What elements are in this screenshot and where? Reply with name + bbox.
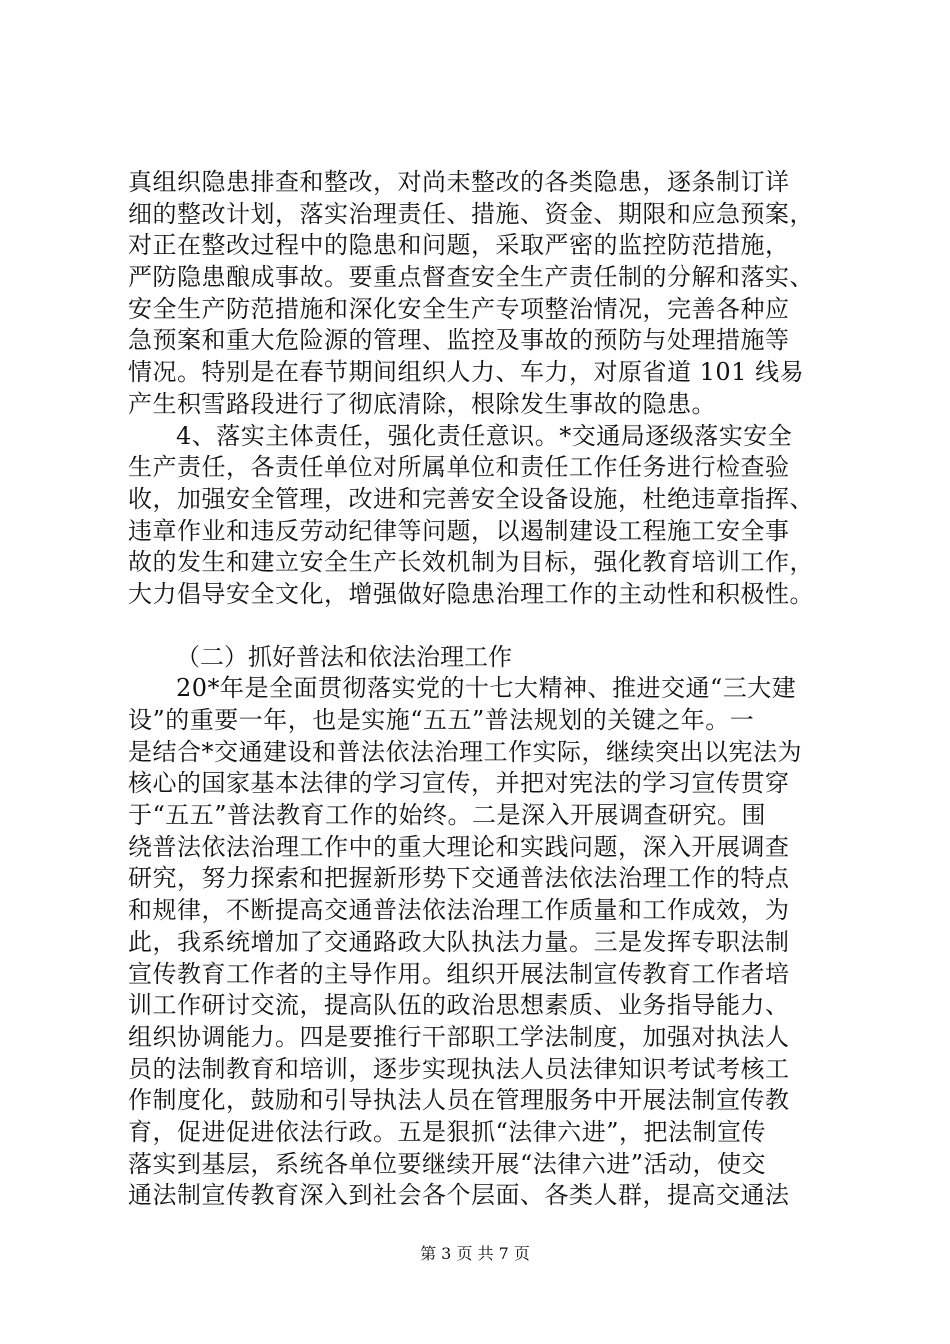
paragraph-main-responsibility xyxy=(128,421,828,611)
text-line: 细的整改计划，落实治理责任、措施、资金、期限和应急预案， xyxy=(128,199,814,228)
text-line: 育，促进促进依法行政。五是狠抓“法律六进”，把法制宣传 xyxy=(128,1117,767,1146)
text-line: 和规律，不断提高交通普法依法治理工作质量和工作成效，为 xyxy=(128,896,790,925)
text-line: 真组织隐患排查和整改，对尚未整改的各类隐患，逐条制订详 xyxy=(128,168,790,196)
text-line: 员的法制教育和培训，逐步实现执法人员法律知识考试考核工 xyxy=(128,1054,790,1083)
text-line: 产生积雪路段进行了彻底清除，根除发生事故的隐患。 xyxy=(128,389,716,418)
paragraph-legal-education xyxy=(128,673,828,1212)
text-line: 作制度化，鼓励和引导执法人员在管理服务中开展法制宣传教 xyxy=(128,1086,790,1115)
text-line: 4、落实主体责任，强化责任意识。*交通局逐级落实安全 xyxy=(176,421,793,450)
text-line: 设”的重要一年，也是实施“五五”普法规划的关键之年。一 xyxy=(128,706,755,734)
text-line: 此，我系统增加了交通路政大队执法力量。三是发挥专职法制 xyxy=(128,927,790,956)
text-line: 故的发生和建立安全生产长效机制为目标，强化教育培训工作， xyxy=(128,548,814,577)
text-line: 20*年是全面贯彻落实党的十七大精神、推进交通“三大建 xyxy=(176,674,797,703)
text-line: 绕普法依法治理工作中的重大理论和实践问题，深入开展调查 xyxy=(128,832,790,861)
text-line: 落实到基层，系统各单位要继续开展“法律六进”活动，使交 xyxy=(128,1149,767,1178)
text-line: 训工作研讨交流，提高队伍的政治思想素质、业务指导能力、 xyxy=(128,991,790,1020)
document-body xyxy=(128,167,828,1212)
text-line: 组织协调能力。四是要推行干部职工学法制度，加强对执法人 xyxy=(128,1022,790,1051)
text-line: 宣传教育工作者的主导作用。组织开展法制宣传教育工作者培 xyxy=(128,959,790,988)
page-number-footer: 第 3 页 共 7 页 xyxy=(420,1244,530,1263)
text-line: 急预案和重大危险源的管理、监控及事故的预防与处理措施等 xyxy=(128,326,790,355)
text-line: 对正在整改过程中的隐患和问题，采取严密的监控防范措施， xyxy=(128,231,790,260)
text-line: 违章作业和违反劳动纪律等问题，以遏制建设工程施工安全事 xyxy=(128,516,790,545)
paragraph-hazard-rectification xyxy=(128,167,828,421)
text-line: 生产责任，各责任单位对所属单位和责任工作任务进行检查验 xyxy=(128,453,790,482)
text-line: 情况。特别是在春节期间组织人力、车力，对原省道 101 线易 xyxy=(128,358,805,387)
text-line: 通法制宣传教育深入到社会各个层面、各类人群，提高交通法 xyxy=(128,1181,790,1210)
text-line: 安全生产防范措施和深化安全生产专项整治情况，完善各种应 xyxy=(128,294,790,323)
section-heading: （二）抓好普法和依法治理工作 xyxy=(176,642,512,671)
text-line: 收，加强安全管理，改进和完善安全设备设施，杜绝违章指挥、 xyxy=(128,484,814,513)
text-line: 研究，努力探索和把握新形势下交通普法依法治理工作的特点 xyxy=(128,864,790,893)
text-line: 大力倡导安全文化，增强做好隐患治理工作的主动性和积极性。 xyxy=(128,579,814,608)
text-line: 核心的国家基本法律的学习宣传，并把对宪法的学习宣传贯穿 xyxy=(128,769,790,798)
text-line: 是结合*交通建设和普法依法治理工作实际，继续突出以宪法为 xyxy=(128,737,802,766)
text-line: 严防隐患酿成事故。要重点督查安全生产责任制的分解和落实、 xyxy=(128,263,814,292)
text-line: 于“五五”普法教育工作的始终。二是深入开展调查研究。围 xyxy=(128,801,767,830)
